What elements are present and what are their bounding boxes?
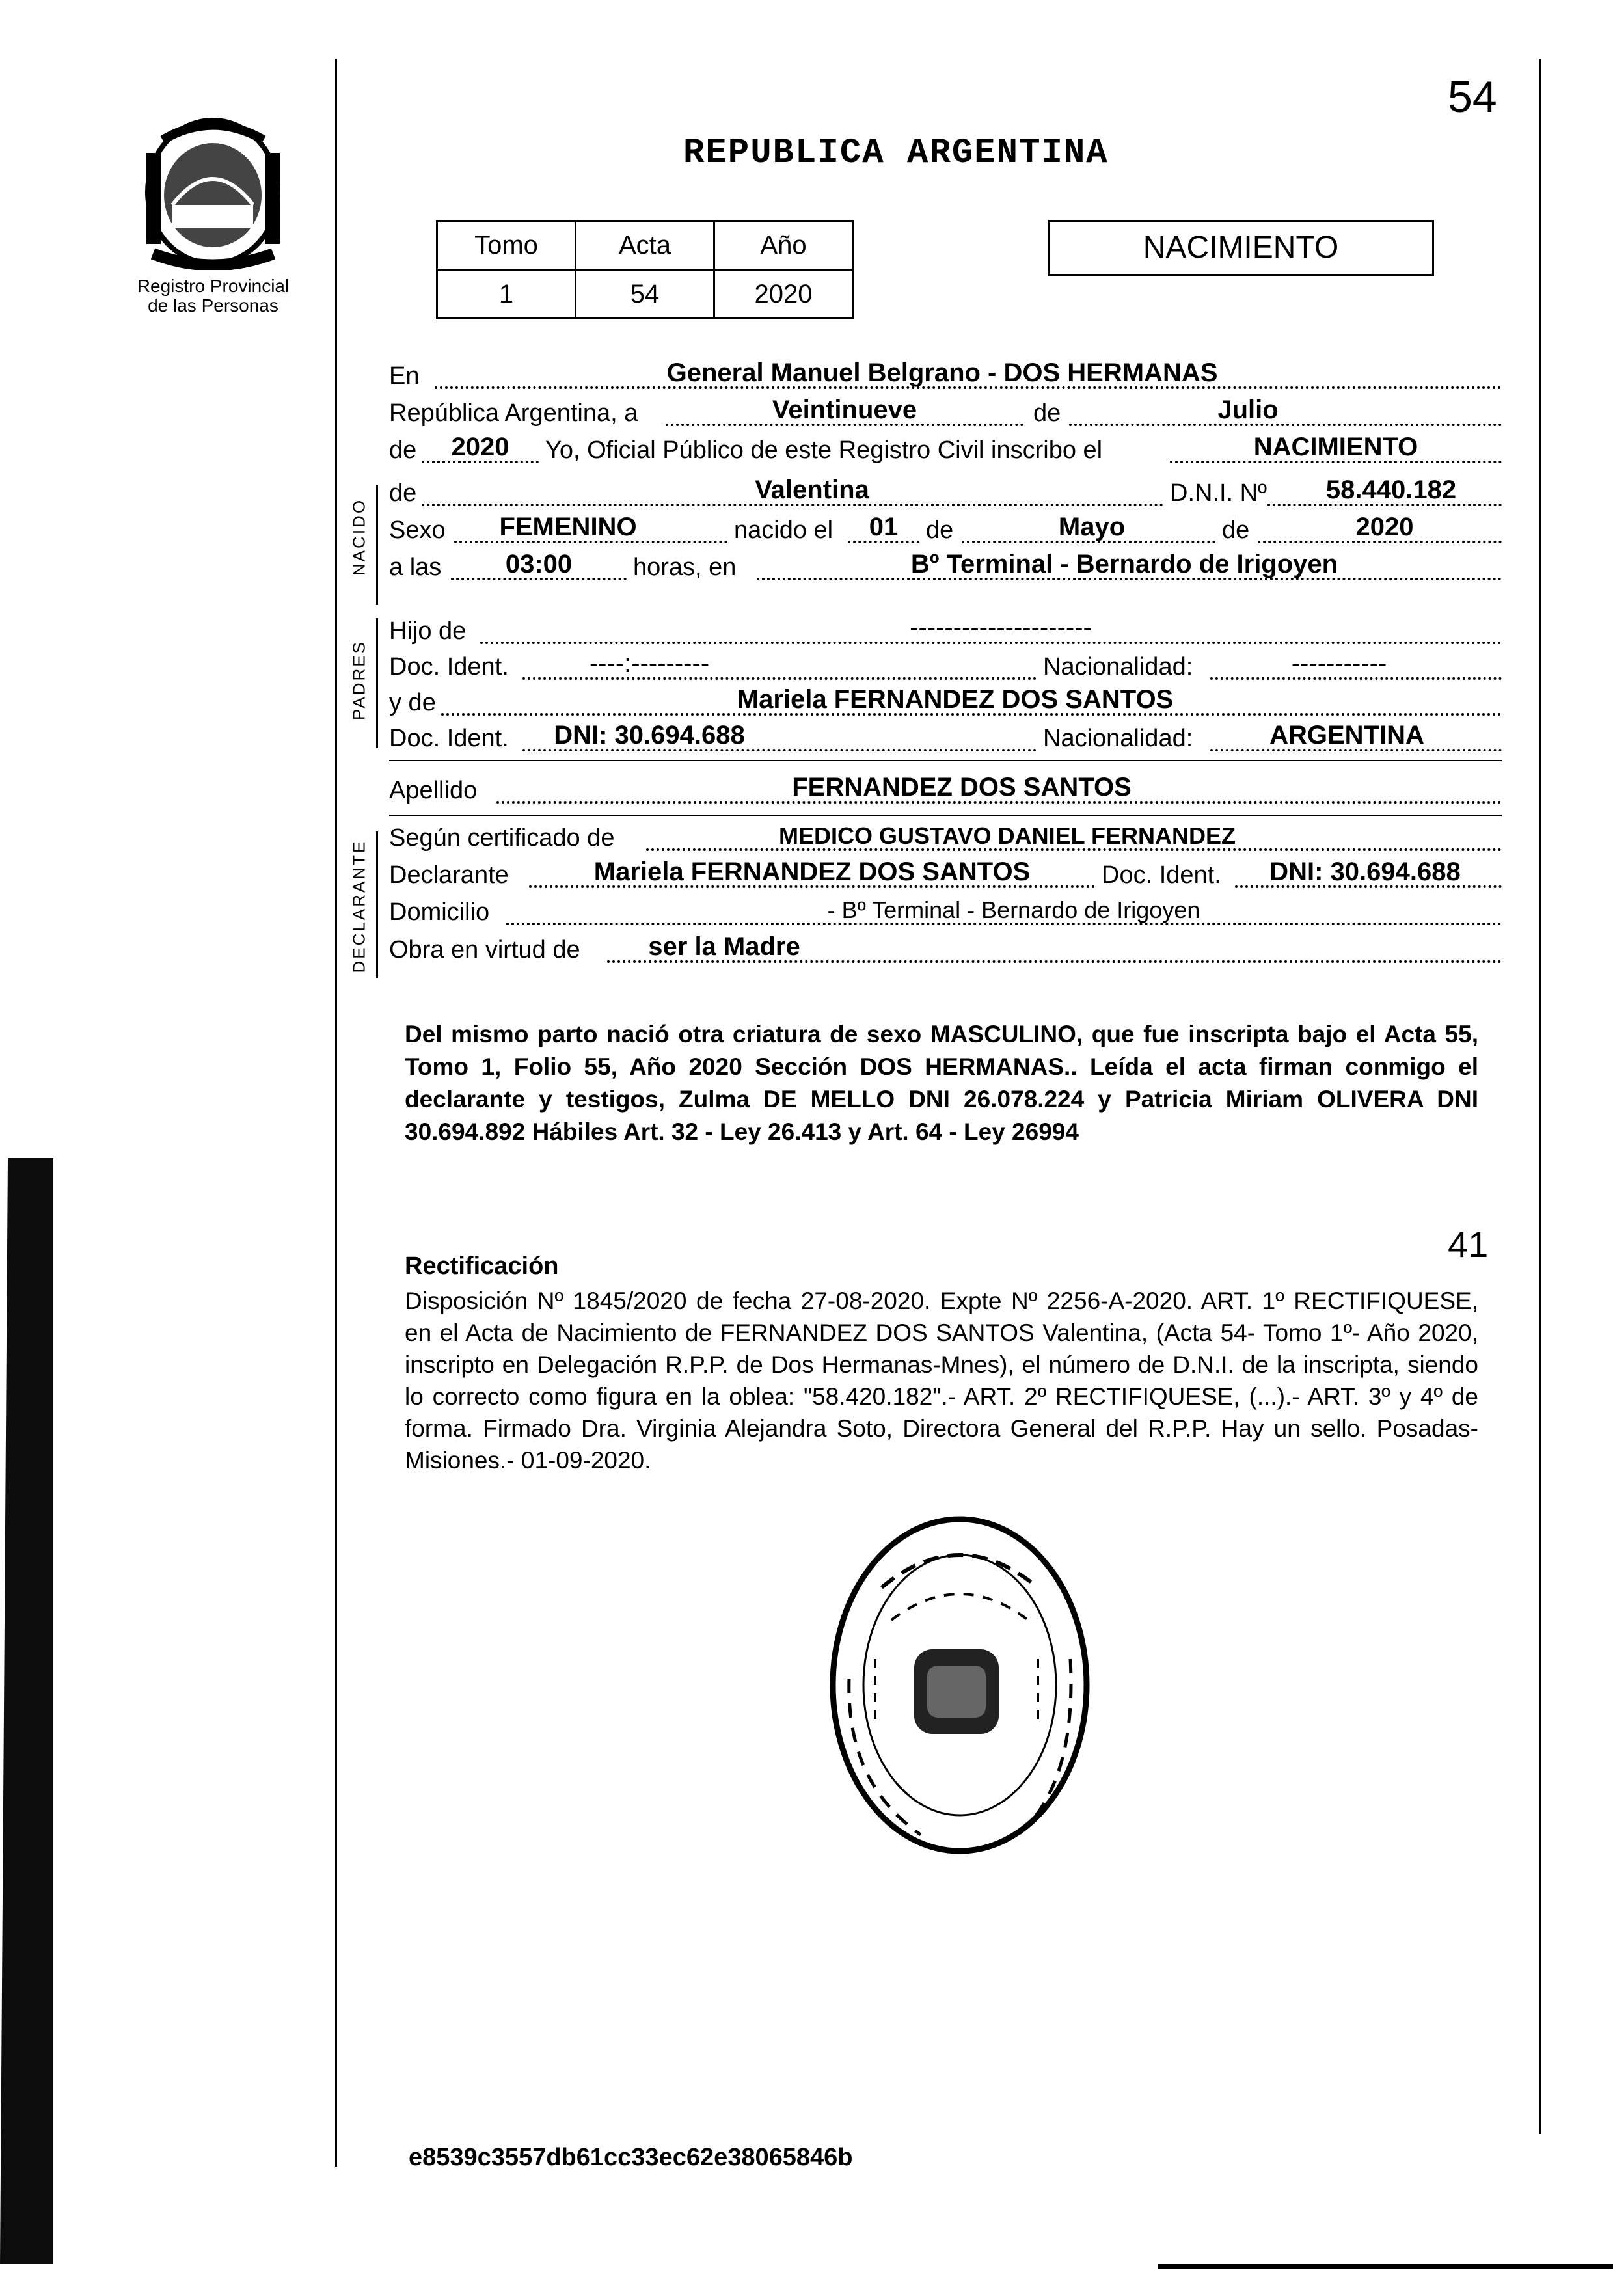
right-margin-rule (1539, 59, 1541, 2134)
row-republica (389, 396, 1502, 431)
row-obra (389, 932, 1502, 968)
row-padre-doc (389, 649, 1502, 685)
value-padre-nac: ----------- (1291, 649, 1387, 678)
value-nac-dia: 01 (869, 513, 899, 541)
value-anio: 2020 (451, 433, 509, 461)
document-hash: e8539c3557db61cc33ec62e38065846b (409, 2144, 853, 2171)
nacido-bracket (376, 485, 378, 605)
label-nacionalidad-padre: Nacionalidad: (1043, 653, 1193, 681)
label-de-nac-anio: de (1222, 517, 1250, 544)
registry-line-1: Registro Provincial (137, 276, 290, 296)
side-padres: PADRES (349, 640, 369, 720)
value-acta: 54 (576, 270, 714, 319)
header-acta: Acta (576, 221, 714, 270)
label-segun: Según certificado de (389, 824, 615, 852)
value-anio: 2020 (714, 270, 853, 319)
value-hora: 03:00 (505, 550, 573, 578)
padres-bracket (376, 618, 378, 748)
value-nac-anio: 2020 (1355, 513, 1414, 541)
rectification-title: Rectificación (405, 1252, 559, 1280)
registry-line-2: de las Personas (148, 295, 278, 316)
padres-divider (389, 760, 1502, 761)
label-nacionalidad-madre: Nacionalidad: (1043, 725, 1193, 752)
rectification-number: 41 (1448, 1224, 1489, 1265)
apellido-divider (389, 815, 1502, 816)
label-doc-ident-madre: Doc. Ident. (389, 725, 509, 752)
page-title: REPUBLICA ARGENTINA (683, 133, 1109, 173)
row-padre (389, 614, 1502, 649)
label-sexo: Sexo (389, 517, 446, 544)
value-apellido: FERNANDEZ DOS SANTOS (792, 773, 1132, 802)
value-tipo: NACIMIENTO (1253, 433, 1418, 461)
province-logo (127, 114, 299, 273)
rectification-text: Disposición Nº 1845/2020 de fecha 27-08-2020. Expte Nº 2256-A-2020. ART. 1º RECTIFIQUESE, en el Acta de Nacimiento de FERNANDEZ DOS SANTOS Valentina, (Acta 54- Tomo 1º- Año 2020, inscripto en Delegación R.P.P. de Dos Hermanas-Mnes), el número de D.N.I. de la inscripta, siendo lo correcto como figura en la oblea: "58.420.182".- ART. 2º RECTIFIQUESE, (...).- ART. 3º y 4º de forma. Firmado Dra. Virginia Alejandra Soto, Directora General del R.P.P. Hay un sello. Posadas- Misiones.- 01-09-2020. (405, 1288, 1478, 1474)
value-nac-mes: Mayo (1058, 513, 1126, 541)
declarante-bracket (376, 831, 378, 978)
header-tomo: Tomo (437, 221, 576, 270)
side-nacido: NACIDO (349, 498, 369, 576)
value-nombre: Valentina (755, 476, 869, 504)
row-en (389, 358, 1502, 394)
header-anio: Año (714, 221, 853, 270)
label-de-anio: de (389, 437, 417, 464)
value-lugar: General Manuel Belgrano - DOS HERMANAS (666, 358, 1218, 387)
label-horas-en: horas, en (633, 554, 737, 581)
value-padre: --------------------- (910, 614, 1092, 642)
label-obra: Obra en virtud de (389, 936, 580, 964)
value-padre-doc: ----:--------- (589, 649, 710, 678)
label-nacido-el: nacido el (734, 517, 834, 544)
value-madre: Mariela FERNANDEZ DOS SANTOS (737, 685, 1174, 714)
note-paragraph: Del mismo parto nació otra criatura de sexo MASCULINO, que fue inscripta bajo el Acta 55, Tomo 1, Folio 55, Año 2020 Sección DOS HERMANAS.. Leída el acta firman conmigo el declarante y testigos, Zulma DE MELLO DNI 26.078.224 y Patricia Miriam OLIVERA DNI 30.694.892 Hábiles Art. 32 - Ley 26.413 y Art. 64 - Ley 26994 (405, 1021, 1478, 1145)
label-doc-ident-declarante: Doc. Ident. (1102, 861, 1221, 889)
row-hora (389, 550, 1502, 586)
value-declarante: Mariela FERNANDEZ DOS SANTOS (593, 858, 1031, 886)
registry-caption (114, 277, 312, 316)
label-doc-ident-padre: Doc. Ident. (389, 653, 509, 681)
label-domicilio: Domicilio (389, 898, 490, 926)
value-declarante-doc: DNI: 30.694.688 (1269, 858, 1461, 886)
label-apellido: Apellido (389, 777, 478, 804)
row-domicilio (389, 899, 1502, 930)
value-lugar-nac: Bº Terminal - Bernardo de Irigoyen (910, 550, 1338, 578)
row-madre (389, 685, 1502, 721)
page-number: 54 (1448, 72, 1497, 122)
official-seal (823, 1509, 1096, 1861)
value-dni: 58.440.182 (1325, 476, 1457, 504)
row-sexo (389, 513, 1502, 548)
row-madre-doc (389, 721, 1502, 757)
value-certificado: MEDICO GUSTAVO DANIEL FERNANDEZ (778, 822, 1236, 849)
label-en: En (389, 362, 420, 390)
left-edge-mark (0, 1158, 53, 2264)
value-dia: Veintinueve (772, 396, 917, 424)
label-de-nac-mes: de (926, 517, 954, 544)
label-y-de: y de (389, 689, 436, 716)
left-margin-rule (335, 59, 337, 2167)
label-a-las: a las (389, 554, 442, 581)
value-sexo: FEMENINO (499, 513, 637, 541)
value-domicilio: - Bº Terminal - Bernardo de Irigoyen (827, 897, 1200, 923)
value-madre-doc: DNI: 30.694.688 (554, 721, 745, 750)
label-de-nombre: de (389, 479, 417, 507)
row-apellido (389, 773, 1502, 809)
value-obra: ser la Madre (648, 932, 800, 961)
row-declarante (389, 858, 1502, 893)
record-table (436, 220, 854, 319)
label-de-mes: de (1033, 399, 1061, 427)
value-mes: Julio (1217, 396, 1279, 424)
label-dni: D.N.I. Nº (1170, 479, 1267, 507)
label-yo: Yo, Oficial Público de este Registro Civil inscribo el (545, 437, 1103, 464)
label-declarante: Declarante (389, 861, 509, 889)
row-certificado (389, 822, 1502, 856)
label-hijo-de: Hijo de (389, 617, 467, 645)
record-kind: NACIMIENTO (1048, 220, 1434, 276)
bottom-edge-rule (1158, 2264, 1613, 2269)
value-madre-nac: ARGENTINA (1269, 721, 1424, 750)
label-republica: República Argentina, a (389, 399, 638, 427)
row-inscribo (389, 433, 1502, 468)
value-tomo: 1 (437, 270, 576, 319)
row-nombre (389, 476, 1502, 511)
side-declarante: DECLARANTE (349, 839, 369, 973)
